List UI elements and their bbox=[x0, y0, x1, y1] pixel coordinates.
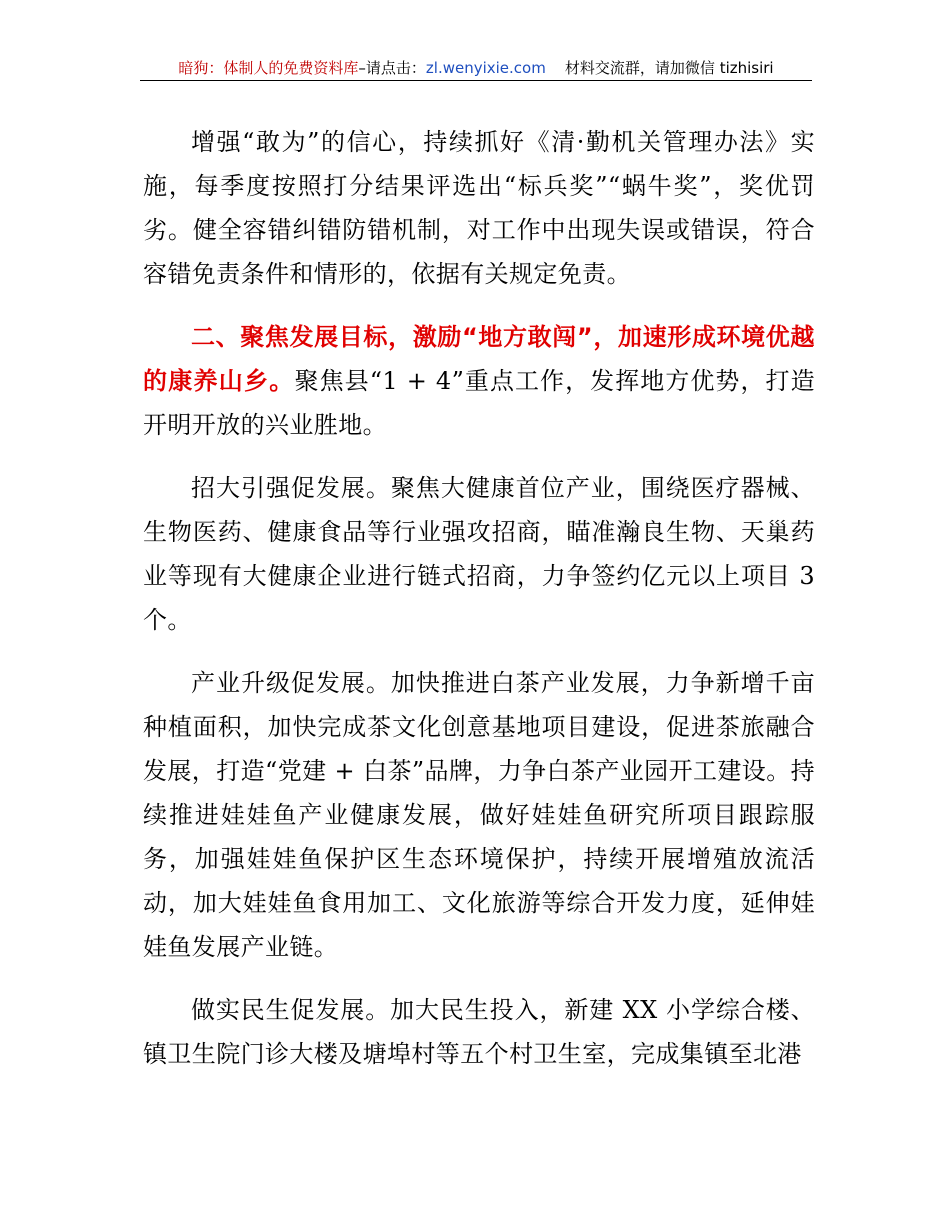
paragraph-5 bbox=[143, 988, 815, 1076]
header-spacer bbox=[546, 59, 565, 77]
paragraph-4 bbox=[143, 661, 815, 969]
paragraph-5-text: 做实民生促发展。加大民生投入，新建 XX 小学综合楼、镇卫生院门诊大楼及塘埠村等五个村卫生室，完成集镇至北港 bbox=[143, 996, 815, 1068]
document-body bbox=[143, 120, 815, 1076]
page-header bbox=[140, 58, 812, 81]
paragraph-3-text: 招大引强促发展。聚焦大健康首位产业，围绕医疗器械、生物医药、健康食品等行业强攻招商，瞄准瀚良生物、天巢药业等现有大健康企业进行链式招商，力争签约亿元以上项目 3 个。 bbox=[143, 474, 815, 634]
paragraph-2-text: 聚焦县“1 + 4”重点工作，发挥地方优势，打造开明开放的兴业胜地。 bbox=[143, 367, 815, 439]
section-heading: 二、聚焦发展目标，激励“地方敢闯”，加速形成环境优越的康养山乡。 bbox=[143, 323, 815, 395]
header-site-name: 暗狗：体制人的免费资料库 bbox=[178, 59, 359, 77]
paragraph-1 bbox=[143, 120, 815, 296]
header-group-note: 材料交流群，请加微信 tizhisiri bbox=[564, 59, 774, 77]
header-link[interactable]: zl.wenyixie.com bbox=[425, 59, 546, 77]
paragraph-2 bbox=[143, 315, 815, 447]
paragraph-3 bbox=[143, 466, 815, 642]
paragraph-1-text: 增强“敢为”的信心，持续抓好《清·勤机关管理办法》实施，每季度按照打分结果评选出“标兵奖”“蜗牛奖”，奖优罚劣。健全容错纠错防错机制，对工作中出现失误或错误，符合容错免责条件和情形的，依据有关规定免责。 bbox=[143, 128, 815, 288]
paragraph-4-text: 产业升级促发展。加快推进白茶产业发展，力争新增千亩种植面积，加快完成茶文化创意基地项目建设，促进茶旅融合发展，打造“党建 + 白茶”品牌，力争白茶产业园开工建设。持续推进娃娃鱼产业健康发展，做好娃娃鱼研究所项目跟踪服务，加强娃娃鱼保护区生态环境保护，持续开展增殖放流活动，加大娃娃鱼食用加工、文化旅游等综合开发力度，延伸娃娃鱼发展产业链。 bbox=[143, 669, 815, 961]
header-click-prefix: –请点击： bbox=[358, 59, 426, 77]
